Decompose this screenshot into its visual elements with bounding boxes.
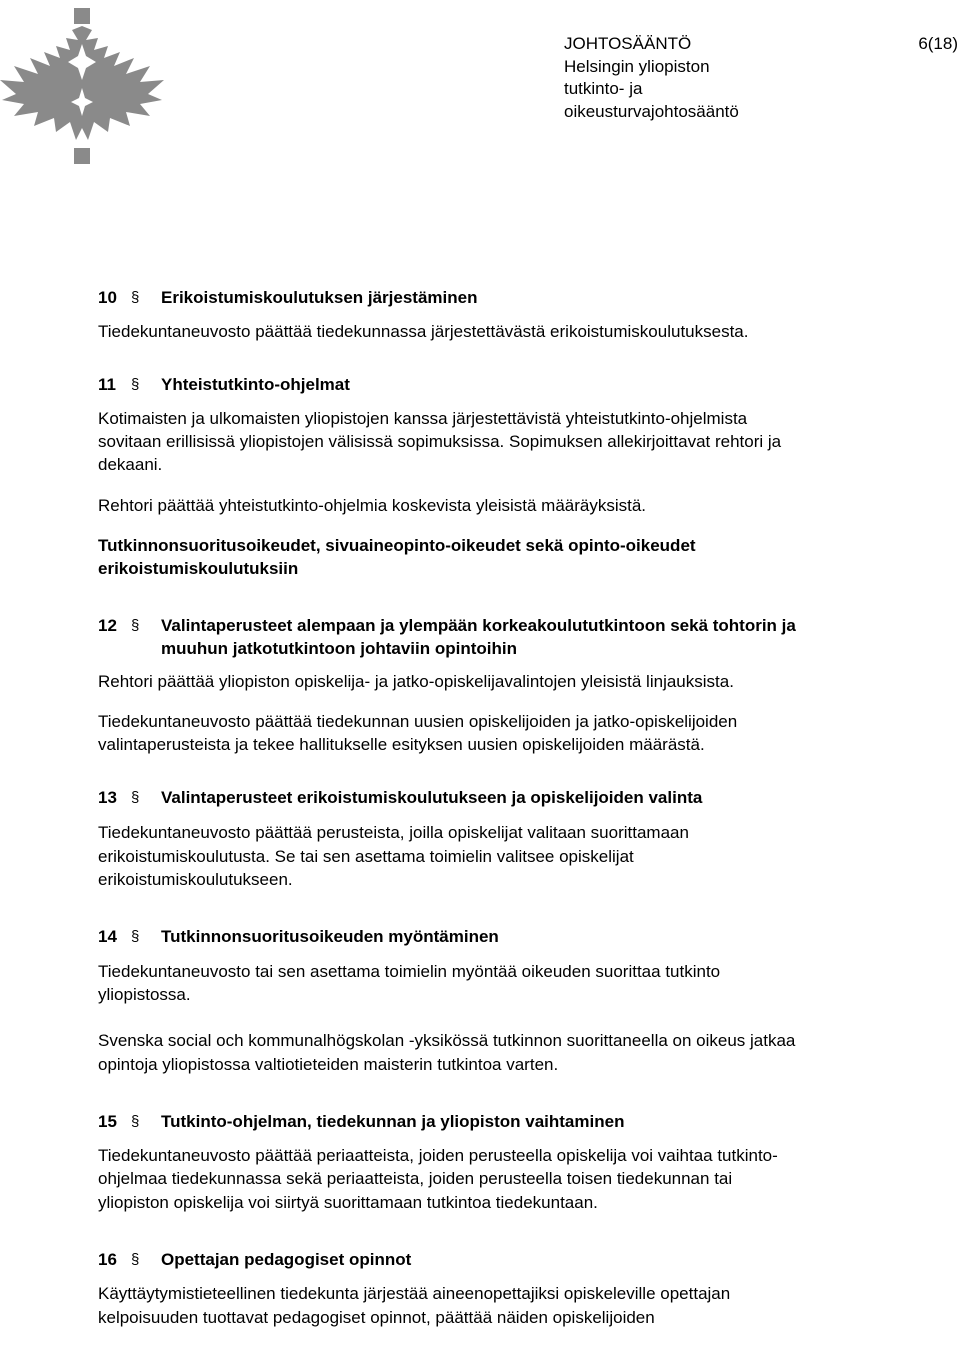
header-university: Helsingin yliopiston [564,56,710,76]
section-title: Valintaperusteet erikoistumiskoulutukseen ja opiskelijoiden valinta [161,788,703,808]
section-symbol: § [131,1251,140,1269]
page-number: 6(18) [918,34,958,53]
section-14-heading [98,925,938,948]
document-body [98,286,938,1329]
section-16-heading [98,1248,938,1271]
section-number: 11 [98,374,116,394]
section-11-heading [98,373,938,396]
university-logo [0,0,170,170]
section-title: Yhteistutkinto-ohjelmat [161,374,350,394]
section-12-heading [98,614,938,661]
section-10-paragraph: Tiedekuntaneuvosto päättää tiedekunnassa järjestettävästä erikoistumiskoulutuksesta. [98,322,749,342]
section-title: Opettajan pedagogiset opinnot [161,1250,412,1270]
section-number: 10 [98,288,117,307]
section-15-heading [98,1110,938,1133]
section-symbol: § [131,375,140,393]
document-header [564,33,960,123]
section-13-heading [98,786,938,809]
section-number: 14 [98,927,117,947]
section-title: Tutkinnonsuoritusoikeuden myöntäminen [161,927,499,947]
section-symbol: § [131,789,140,807]
section-title-line-1: Valintaperusteet alempaan ja ylempään korkeakoulututkintoon sekä tohtorin ja [161,615,796,635]
section-number: 13 [98,788,117,808]
section-15-paragraph: Tiedekuntaneuvosto päättää periaatteista, joiden perusteella opiskelija voi vaihtaa tutkinto- ohjelmaa tiedekunnassa sekä periaatteista, joiden perusteella toisen tiedekunnan tai yliopiston opiskelija voi siirtyä suorittamaan tutkintoa tiedekuntaan. [98,1146,778,1212]
section-16-paragraph: Käyttäytymistieteellinen tiedekunta järjestää aineenopettajiksi opiskeleville opettajan kelpoisuuden tuottavat pedagogiset opinnot, päättää näiden opiskelijoiden [98,1284,731,1327]
section-14-paragraph-1: Tiedekuntaneuvosto tai sen asettama toimielin myöntää oikeuden suorittaa tutkinto yliopistossa. [98,961,721,1004]
section-symbol: § [131,928,140,946]
section-11-paragraph-2: Rehtori päättää yhteistutkinto-ohjelmia koskevista yleisistä määräyksistä. [98,495,647,515]
chapter-heading: Tutkinnonsuoritusoikeudet, sivuaineopinto-oikeudet sekä opinto-oikeudet erikoistumiskoulutuksiin [98,536,696,579]
section-title-line-2: muuhun jatkotutkintoon johtaviin opintoihin [161,638,517,658]
section-symbol: § [131,1112,140,1130]
section-12-paragraph-2: Tiedekuntaneuvosto päättää tiedekunnan uusien opiskelijoiden ja jatko-opiskelijoiden valintaperusteista ja tekee hallitukselle esityksen uusien opiskelijoiden määrästä. [98,711,738,754]
section-number: 12 [98,615,117,635]
section-symbol: § [131,289,140,306]
section-title: Erikoistumiskoulutuksen järjestäminen [161,288,478,307]
section-10-heading [98,286,938,309]
section-title: Tutkinto-ohjelman, tiedekunnan ja yliopiston vaihtaminen [161,1111,625,1131]
section-number: 16 [98,1250,117,1270]
section-12-paragraph-1: Rehtori päättää yliopiston opiskelija- ja jatko-opiskelijavalintojen yleisistä linjauksista. [98,672,734,692]
section-11-paragraph-1: Kotimaisten ja ulkomaisten yliopistojen kanssa järjestettävistä yhteistutkinto-ohjelmista sovitaan erillisissä yliopistojen välisissä sopimuksissa. Sopimuksen allekirjoittavat rehtori ja dekaani. [98,408,782,475]
section-symbol: § [131,616,140,634]
header-document-line-2: oikeusturvajohtosääntö [564,101,739,121]
section-14-paragraph-2: Svenska social och kommunalhögskolan -yksikössä tutkinnon suorittaneella on oikeus jatkaa opintoja yliopistossa valtiotieteiden maisterin tutkintoa varten. [98,1031,796,1074]
header-title: JOHTOSÄÄNTÖ [564,34,692,53]
section-number: 15 [98,1111,117,1131]
section-13-paragraph: Tiedekuntaneuvosto päättää perusteista, joilla opiskelijat valitaan suorittamaan erikoistumiskoulutusta. Se tai sen asettama toimielin valitsee opiskelijat erikoistumiskoulutukseen. [98,823,689,890]
header-document-line-1: tutkinto- ja [564,79,643,98]
